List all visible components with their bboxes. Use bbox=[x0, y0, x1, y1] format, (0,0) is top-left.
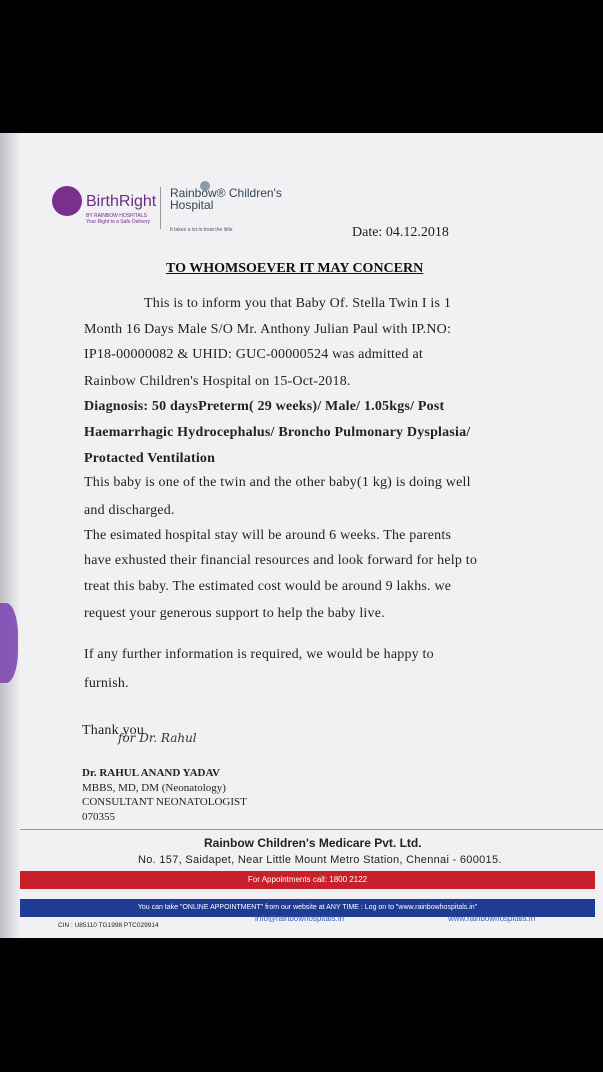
body-line: IP18-00000082 & UHID: GUC-00000524 was admitted at bbox=[84, 347, 423, 362]
birthright-logo-icon bbox=[52, 186, 82, 216]
rainbow-tagline: It takes a lot to treat the little bbox=[170, 227, 233, 233]
diagnosis-line: Diagnosis: 50 daysPreterm( 29 weeks)/ Male/ 1.05kgs/ Post bbox=[84, 399, 445, 414]
hospital-logo bbox=[52, 181, 312, 245]
body-line: This is to inform you that Baby Of. Stella Twin I is 1 bbox=[144, 296, 452, 311]
doctor-degrees: MBBS, MD, DM (Neonatology) bbox=[82, 782, 226, 794]
footer-email: info@rainbowhospitals.in bbox=[255, 914, 345, 923]
appointments-band bbox=[20, 871, 595, 889]
purple-object bbox=[0, 603, 18, 683]
footer-divider bbox=[20, 829, 603, 830]
company-address: No. 157, Saidapet, Near Little Mount Metro Station, Chennai - 600015. bbox=[138, 854, 502, 866]
company-name: Rainbow Children's Medicare Pvt. Ltd. bbox=[204, 836, 422, 850]
diagnosis-line: Haemarrhagic Hydrocephalus/ Broncho Pulmonary Dysplasia/ bbox=[84, 425, 471, 440]
appointments-text: For Appointments call: 1800 2122 bbox=[247, 875, 368, 884]
closing-line: Thank you bbox=[82, 723, 145, 738]
letter-page bbox=[0, 133, 603, 938]
body-line: treat this baby. The estimated cost would be around 9 lakhs. we bbox=[84, 579, 452, 594]
online-text: You can take "ONLINE APPOINTMENT" from our website at ANY TIME : Log on to "www.rainbowhospitals.in" bbox=[137, 904, 478, 911]
body-line: Month 16 Days Male S/O Mr. Anthony Julian Paul with IP.NO: bbox=[84, 322, 452, 337]
letter-date: Date: 04.12.2018 bbox=[352, 225, 449, 240]
letter-heading: TO WHOMSOEVER IT MAY CONCERN bbox=[166, 261, 424, 276]
doctor-name: Dr. RAHUL ANAND YADAV bbox=[82, 767, 220, 779]
footer-website: www.rainbowhospitals.in bbox=[448, 914, 536, 923]
body-line: The esimated hospital stay will be around 6 weeks. The parents bbox=[84, 528, 452, 543]
birthright-sub: BY RAINBOW HOSPITALS bbox=[86, 213, 147, 219]
logo-divider bbox=[160, 187, 161, 229]
body-line: If any further information is required, we would be happy to bbox=[84, 647, 434, 662]
body-line: furnish. bbox=[84, 676, 129, 691]
body-line: This baby is one of the twin and the other baby(1 kg) is doing well bbox=[84, 475, 471, 490]
body-line: have exhusted their financial resources and look forward for help to bbox=[84, 553, 478, 568]
body-line: request your generous support to help the baby live. bbox=[84, 606, 385, 621]
rainbow-name: Rainbow® Children's Hospital bbox=[170, 186, 282, 212]
signature: for Dr. Rahul bbox=[118, 731, 197, 745]
doctor-title: CONSULTANT NEONATOLOGIST bbox=[82, 796, 247, 808]
page-shadow bbox=[0, 133, 20, 938]
birthright-name: BirthRight bbox=[86, 193, 157, 210]
birthright-tagline: Your Right to a Safe Delivery bbox=[86, 219, 151, 225]
diagnosis-line: Protacted Ventilation bbox=[84, 451, 216, 466]
body-line: and discharged. bbox=[84, 503, 175, 518]
cin-number: CIN : U85110 TG1998 PTC029914 bbox=[58, 922, 159, 929]
doctor-reg-number: 070355 bbox=[82, 811, 115, 823]
body-line: Rainbow Children's Hospital on 15-Oct-2018. bbox=[84, 374, 351, 389]
